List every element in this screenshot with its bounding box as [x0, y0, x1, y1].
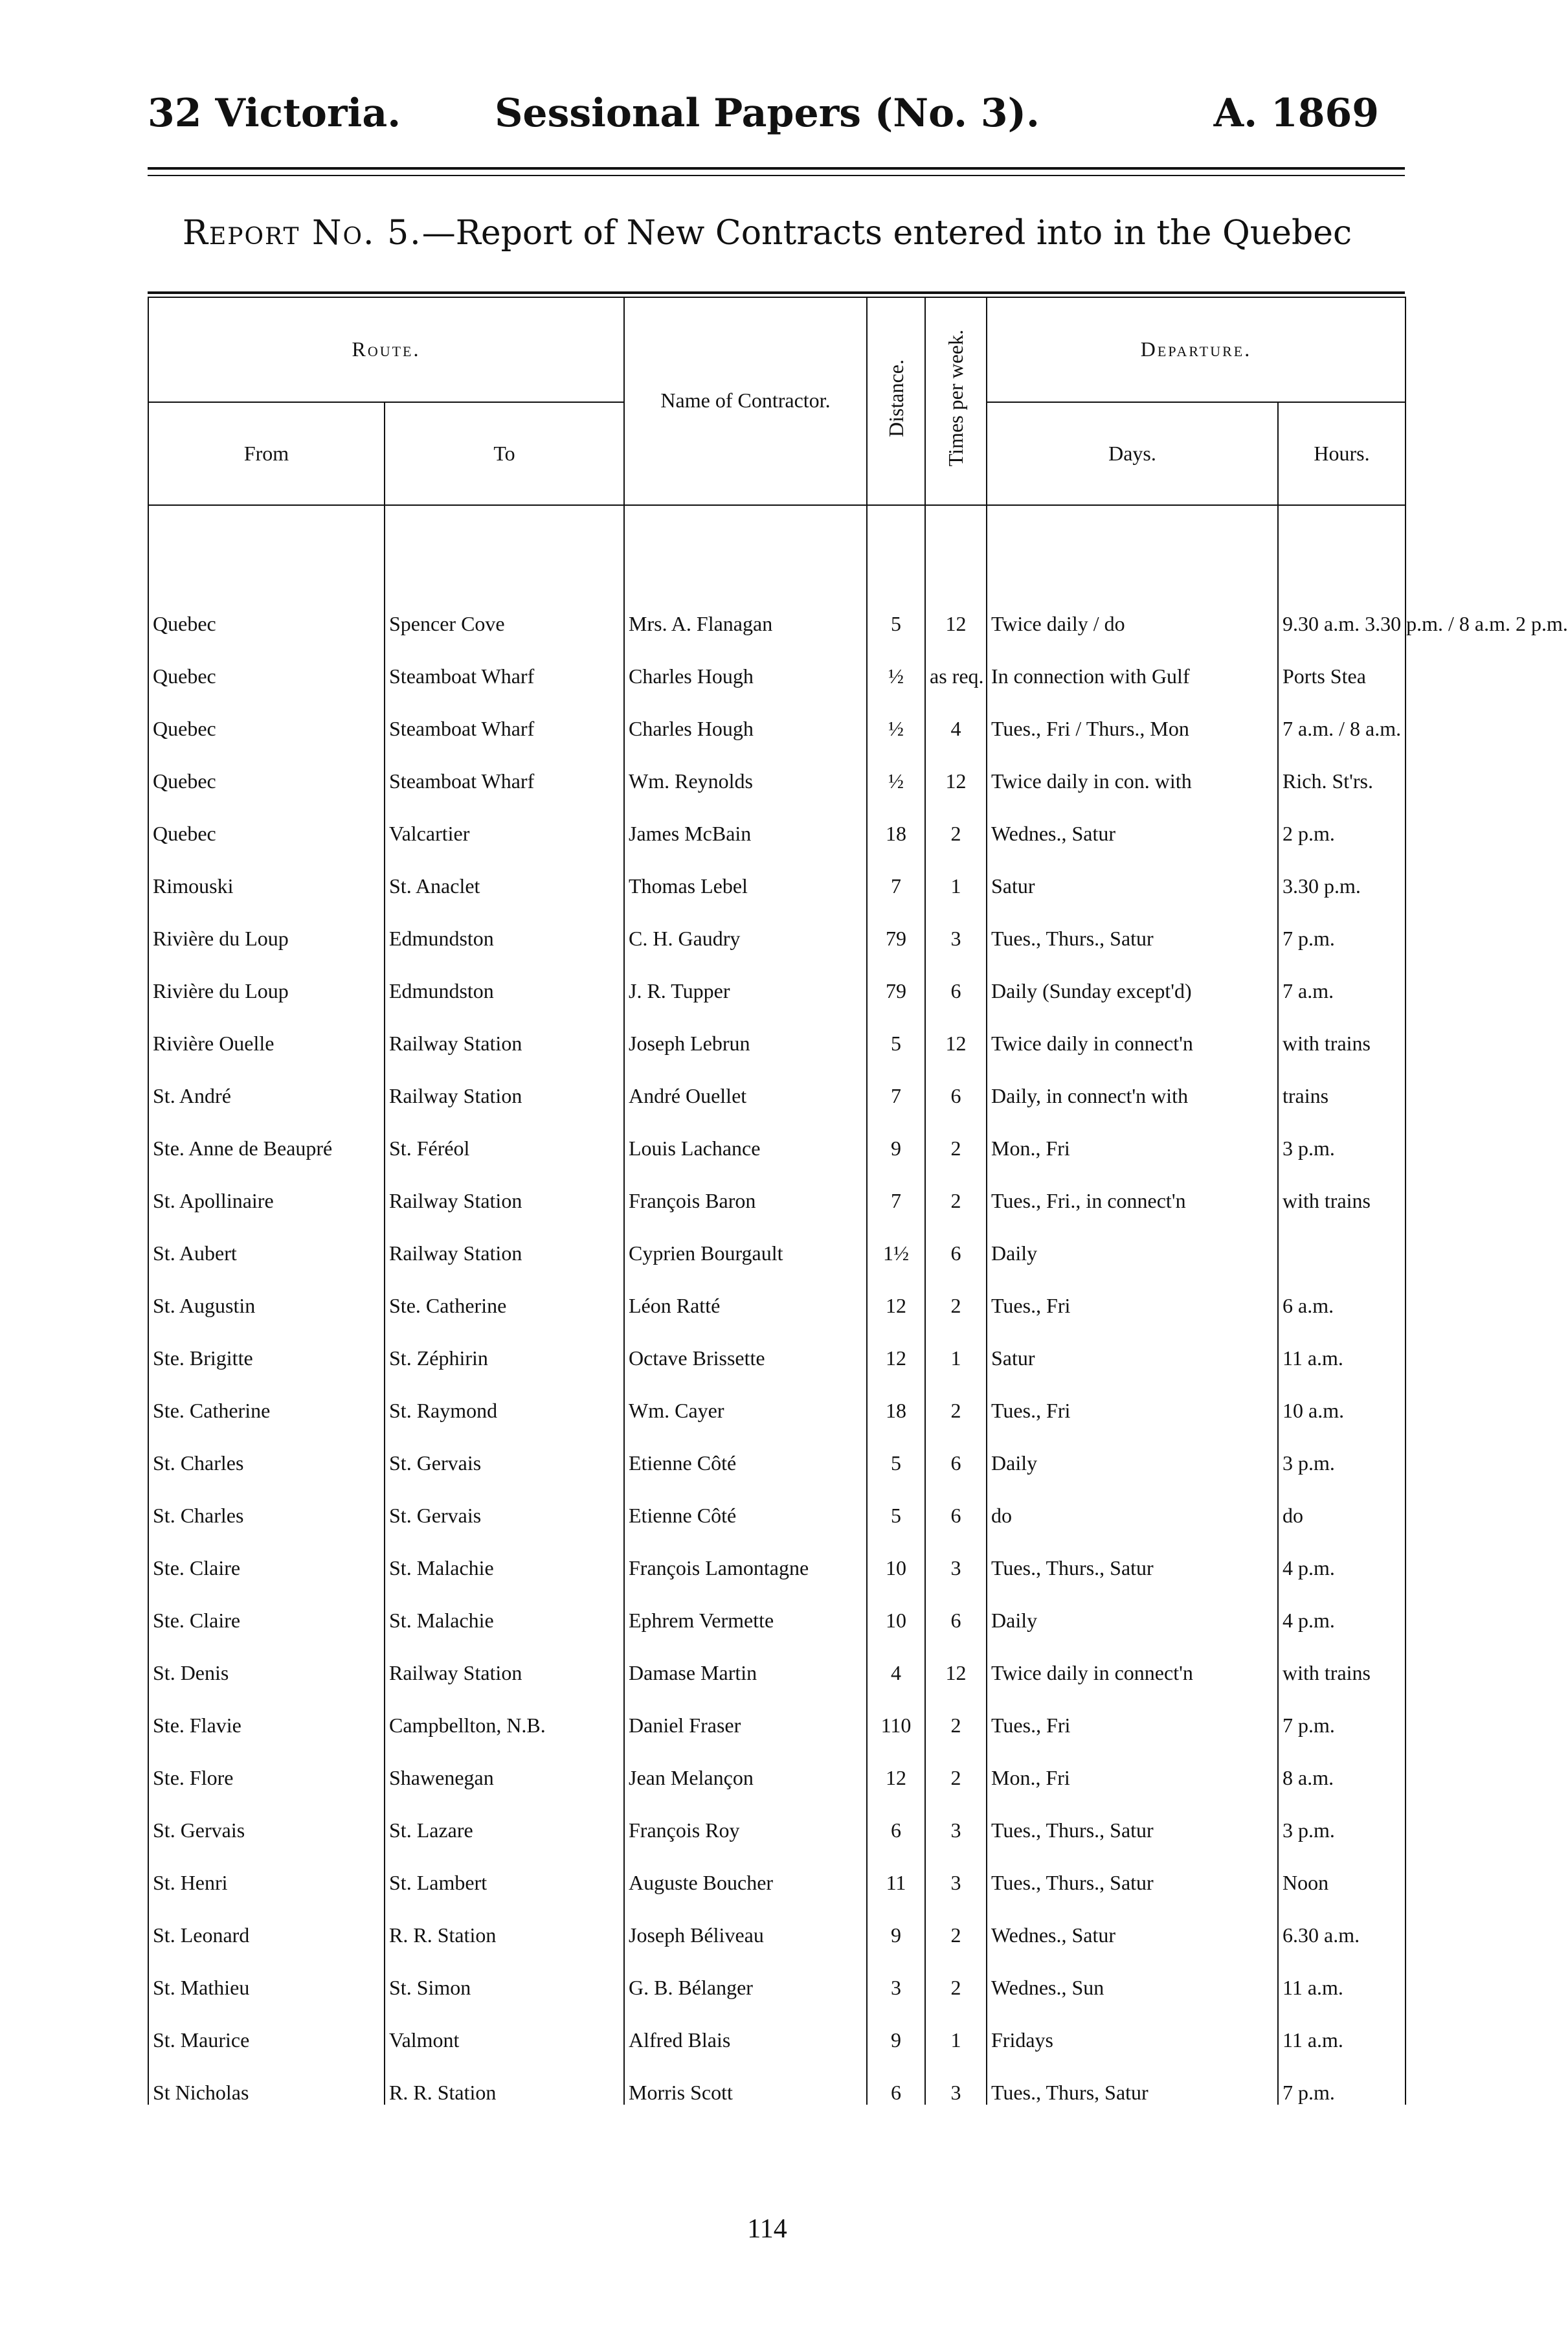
cell-hours: 6.30 a.m.	[1278, 1895, 1406, 1947]
cell-times: 2	[925, 793, 987, 846]
table-row	[148, 741, 1406, 793]
cell-times: 3	[925, 1842, 987, 1895]
cell-hours: 3.30 p.m.	[1278, 846, 1406, 898]
cell-times: 2	[925, 1737, 987, 1790]
cell-to: St. Anaclet	[385, 846, 624, 898]
col-days: Days.	[987, 402, 1278, 505]
cell-hours: 6 a.m.	[1278, 1265, 1406, 1318]
table-row	[148, 583, 1406, 636]
table-row	[148, 1475, 1406, 1528]
cell-times: 6	[925, 1580, 987, 1633]
cell-days: Satur	[987, 1318, 1278, 1370]
report-title	[0, 214, 1534, 253]
table-row	[148, 898, 1406, 951]
cell-days: Mon., Fri	[987, 1737, 1278, 1790]
cell-hours: 11 a.m.	[1278, 1947, 1406, 2000]
col-to: To	[385, 402, 624, 505]
cell-from: Quebec	[148, 741, 385, 793]
cell-to: St. Zéphirin	[385, 1318, 624, 1370]
cell-times: 6	[925, 1423, 987, 1475]
cell-distance: 5	[867, 1003, 925, 1056]
cell-times: 2	[925, 1160, 987, 1213]
cell-days: Tues., Thurs., Satur	[987, 1790, 1278, 1842]
cell-times: 12	[925, 1003, 987, 1056]
cell-from: Rivière Ouelle	[148, 1003, 385, 1056]
page-number: 114	[747, 2214, 787, 2244]
table-row	[148, 1528, 1406, 1580]
cell-hours	[1278, 1213, 1406, 1265]
cell-hours: with trains	[1278, 1160, 1406, 1213]
table-rule-top	[148, 291, 1405, 294]
cell-hours: do	[1278, 1475, 1406, 1528]
cell-hours: 7 p.m.	[1278, 1685, 1406, 1737]
cell-distance: 6	[867, 2052, 925, 2105]
cell-from: St Nicholas	[148, 2052, 385, 2105]
cell-from: Ste. Anne de Beaupré	[148, 1108, 385, 1160]
table-row	[148, 1633, 1406, 1685]
cell-from: St. Denis	[148, 1633, 385, 1685]
cell-distance: 9	[867, 1108, 925, 1160]
cell-days: Satur	[987, 846, 1278, 898]
table-row	[148, 846, 1406, 898]
cell-to: St. Gervais	[385, 1423, 624, 1475]
cell-from: St. Charles	[148, 1423, 385, 1475]
cell-days: Twice daily in con. with	[987, 741, 1278, 793]
table-row	[148, 1213, 1406, 1265]
cell-from: St. Augustin	[148, 1265, 385, 1318]
cell-days: Wednes., Satur	[987, 793, 1278, 846]
cell-distance: 7	[867, 846, 925, 898]
report-number: Report No. 5.	[182, 214, 422, 253]
col-times-per-week: Times per week.	[925, 297, 987, 505]
cell-to: Steamboat Wharf	[385, 688, 624, 741]
col-distance: Distance.	[867, 297, 925, 505]
cell-from: Rivière du Loup	[148, 951, 385, 1003]
cell-distance: 12	[867, 1318, 925, 1370]
cell-to: St. Simon	[385, 1947, 624, 2000]
cell-contractor: James McBain	[624, 793, 867, 846]
cell-from: St. André	[148, 1056, 385, 1108]
cell-distance: 7	[867, 1160, 925, 1213]
cell-distance: 9	[867, 1895, 925, 1947]
cell-distance: 9	[867, 2000, 925, 2052]
cell-from: St. Mathieu	[148, 1947, 385, 2000]
cell-days: Mon., Fri	[987, 1108, 1278, 1160]
cell-hours: 3 p.m.	[1278, 1423, 1406, 1475]
cell-days: Tues., Fri	[987, 1370, 1278, 1423]
cell-times: 3	[925, 1528, 987, 1580]
cell-times: 6	[925, 1213, 987, 1265]
cell-hours: 2 p.m.	[1278, 793, 1406, 846]
cell-times: 12	[925, 1633, 987, 1685]
cell-times: 3	[925, 1790, 987, 1842]
cell-contractor: François Lamontagne	[624, 1528, 867, 1580]
col-departure: Departure.	[987, 297, 1406, 402]
cell-contractor: Auguste Boucher	[624, 1842, 867, 1895]
cell-from: Ste. Brigitte	[148, 1318, 385, 1370]
cell-distance: 79	[867, 951, 925, 1003]
table-row	[148, 636, 1406, 688]
cell-distance: 5	[867, 1475, 925, 1528]
cell-hours: 7 a.m. / 8 a.m.	[1278, 688, 1406, 741]
cell-contractor: François Baron	[624, 1160, 867, 1213]
table-row	[148, 793, 1406, 846]
cell-from: Ste. Claire	[148, 1580, 385, 1633]
cell-distance: 12	[867, 1265, 925, 1318]
cell-distance: 5	[867, 1423, 925, 1475]
cell-times: 12	[925, 741, 987, 793]
table-row	[148, 1947, 1406, 2000]
cell-hours: 10 a.m.	[1278, 1370, 1406, 1423]
col-contractor: Name of Contractor.	[624, 297, 867, 505]
cell-hours: Rich. St'rs.	[1278, 741, 1406, 793]
table-row	[148, 1790, 1406, 1842]
cell-from: Ste. Flore	[148, 1737, 385, 1790]
cell-days: Tues., Thurs., Satur	[987, 898, 1278, 951]
cell-to: Edmundston	[385, 951, 624, 1003]
cell-to: Campbellton, N.B.	[385, 1685, 624, 1737]
cell-distance: 3	[867, 1947, 925, 2000]
col-hours: Hours.	[1278, 402, 1406, 505]
cell-days: Fridays	[987, 2000, 1278, 2052]
cell-distance: 11	[867, 1842, 925, 1895]
cell-distance: 18	[867, 1370, 925, 1423]
cell-days: Tues., Fri., in connect'n	[987, 1160, 1278, 1213]
cell-times: 12	[925, 583, 987, 636]
cell-from: St. Leonard	[148, 1895, 385, 1947]
cell-contractor: Alfred Blais	[624, 2000, 867, 2052]
cell-contractor: Wm. Reynolds	[624, 741, 867, 793]
cell-days: Tues., Thurs, Satur	[987, 2052, 1278, 2105]
cell-from: Ste. Flavie	[148, 1685, 385, 1737]
cell-contractor: Morris Scott	[624, 2052, 867, 2105]
table-row	[148, 2052, 1406, 2105]
cell-days: Tues., Thurs., Satur	[987, 1528, 1278, 1580]
cell-distance: 10	[867, 1580, 925, 1633]
cell-times: as req.	[925, 636, 987, 688]
cell-to: St. Malachie	[385, 1528, 624, 1580]
cell-contractor: Mrs. A. Flanagan	[624, 583, 867, 636]
cell-days: Wednes., Satur	[987, 1895, 1278, 1947]
cell-distance: 110	[867, 1685, 925, 1737]
cell-times: 3	[925, 2052, 987, 2105]
cell-to: Steamboat Wharf	[385, 741, 624, 793]
cell-times: 4	[925, 688, 987, 741]
cell-distance: 10	[867, 1528, 925, 1580]
table-row	[148, 1895, 1406, 1947]
table-row	[148, 1580, 1406, 1633]
header-rule-top	[148, 167, 1405, 170]
header-papers: Sessional Papers (No. 3).	[495, 91, 1040, 136]
cell-contractor: C. H. Gaudry	[624, 898, 867, 951]
cell-days: Tues., Fri	[987, 1685, 1278, 1737]
cell-contractor: Joseph Béliveau	[624, 1895, 867, 1947]
cell-hours: 3 p.m.	[1278, 1790, 1406, 1842]
cell-times: 6	[925, 951, 987, 1003]
cell-days: Twice daily in connect'n	[987, 1633, 1278, 1685]
table-row	[148, 1685, 1406, 1737]
cell-distance: ½	[867, 688, 925, 741]
cell-to: Shawenegan	[385, 1737, 624, 1790]
cell-to: Railway Station	[385, 1056, 624, 1108]
cell-contractor: Etienne Côté	[624, 1423, 867, 1475]
cell-hours: 11 a.m.	[1278, 2000, 1406, 2052]
table-row	[148, 1056, 1406, 1108]
cell-contractor: Ephrem Vermette	[624, 1580, 867, 1633]
cell-to: Steamboat Wharf	[385, 636, 624, 688]
cell-distance: 7	[867, 1056, 925, 1108]
table-row	[148, 1318, 1406, 1370]
cell-times: 6	[925, 1056, 987, 1108]
cell-from: Rimouski	[148, 846, 385, 898]
table-row	[148, 1370, 1406, 1423]
table-row	[148, 1737, 1406, 1790]
cell-days: Wednes., Sun	[987, 1947, 1278, 2000]
cell-to: Railway Station	[385, 1633, 624, 1685]
cell-contractor: Cyprien Bourgault	[624, 1213, 867, 1265]
cell-contractor: Wm. Cayer	[624, 1370, 867, 1423]
cell-times: 2	[925, 1265, 987, 1318]
cell-hours: Ports Stea	[1278, 636, 1406, 688]
cell-days: Twice daily in connect'n	[987, 1003, 1278, 1056]
cell-from: Quebec	[148, 793, 385, 846]
table-row	[148, 1160, 1406, 1213]
cell-hours: 4 p.m.	[1278, 1580, 1406, 1633]
cell-to: Valcartier	[385, 793, 624, 846]
cell-to: Railway Station	[385, 1160, 624, 1213]
cell-from: Ste. Claire	[148, 1528, 385, 1580]
cell-hours: 4 p.m.	[1278, 1528, 1406, 1580]
cell-contractor: Charles Hough	[624, 688, 867, 741]
cell-to: Valmont	[385, 2000, 624, 2052]
cell-times: 6	[925, 1475, 987, 1528]
col-route: Route.	[148, 297, 624, 402]
cell-days: Daily	[987, 1580, 1278, 1633]
cell-distance: 5	[867, 583, 925, 636]
cell-distance: 79	[867, 898, 925, 951]
cell-hours: 7 p.m.	[1278, 898, 1406, 951]
header-rule-bottom	[148, 175, 1405, 176]
cell-from: St. Maurice	[148, 2000, 385, 2052]
col-from: From	[148, 402, 385, 505]
cell-contractor: Octave Brissette	[624, 1318, 867, 1370]
cell-from: St. Aubert	[148, 1213, 385, 1265]
cell-from: St. Gervais	[148, 1790, 385, 1842]
cell-contractor: Thomas Lebel	[624, 846, 867, 898]
cell-times: 2	[925, 1370, 987, 1423]
cell-to: St. Lambert	[385, 1842, 624, 1895]
cell-to: St. Gervais	[385, 1475, 624, 1528]
table-row	[148, 2000, 1406, 2052]
cell-distance: ½	[867, 741, 925, 793]
cell-contractor: Damase Martin	[624, 1633, 867, 1685]
table-row	[148, 1265, 1406, 1318]
cell-from: St. Charles	[148, 1475, 385, 1528]
table-row	[148, 1108, 1406, 1160]
cell-distance: 1½	[867, 1213, 925, 1265]
cell-hours: Noon	[1278, 1842, 1406, 1895]
cell-distance: 4	[867, 1633, 925, 1685]
cell-to: Ste. Catherine	[385, 1265, 624, 1318]
cell-hours: 11 a.m.	[1278, 1318, 1406, 1370]
cell-hours: 7 a.m.	[1278, 951, 1406, 1003]
cell-contractor: François Roy	[624, 1790, 867, 1842]
cell-contractor: Léon Ratté	[624, 1265, 867, 1318]
cell-days: Tues., Fri	[987, 1265, 1278, 1318]
cell-contractor: Joseph Lebrun	[624, 1003, 867, 1056]
cell-from: St. Henri	[148, 1842, 385, 1895]
cell-days: Twice daily / do	[987, 583, 1278, 636]
cell-times: 2	[925, 1947, 987, 2000]
cell-hours: with trains	[1278, 1633, 1406, 1685]
cell-to: St. Lazare	[385, 1790, 624, 1842]
cell-to: St. Féréol	[385, 1108, 624, 1160]
cell-from: Quebec	[148, 636, 385, 688]
cell-from: Quebec	[148, 688, 385, 741]
table-row	[148, 951, 1406, 1003]
cell-distance: 6	[867, 1790, 925, 1842]
cell-from: Quebec	[148, 583, 385, 636]
table-row	[148, 1842, 1406, 1895]
cell-times: 1	[925, 2000, 987, 2052]
cell-hours: 7 p.m.	[1278, 2052, 1406, 2105]
cell-hours: 9.30 a.m. 3.30 p.m. / 8 a.m. 2 p.m.	[1278, 583, 1406, 636]
contracts-table	[148, 297, 1568, 2105]
cell-days: do	[987, 1475, 1278, 1528]
cell-from: Ste. Catherine	[148, 1370, 385, 1423]
cell-from: St. Apollinaire	[148, 1160, 385, 1213]
cell-hours: 8 a.m.	[1278, 1737, 1406, 1790]
table-row	[148, 1423, 1406, 1475]
cell-hours: 3 p.m.	[1278, 1108, 1406, 1160]
table-body	[148, 505, 1568, 2105]
cell-to: St. Malachie	[385, 1580, 624, 1633]
cell-hours: with trains	[1278, 1003, 1406, 1056]
cell-days: Daily, in connect'n with	[987, 1056, 1278, 1108]
cell-contractor: G. B. Bélanger	[624, 1947, 867, 2000]
cell-contractor: J. R. Tupper	[624, 951, 867, 1003]
cell-times: 1	[925, 1318, 987, 1370]
cell-to: R. R. Station	[385, 2052, 624, 2105]
cell-hours: trains	[1278, 1056, 1406, 1108]
cell-to: St. Raymond	[385, 1370, 624, 1423]
cell-distance: ½	[867, 636, 925, 688]
cell-to: Railway Station	[385, 1003, 624, 1056]
cell-contractor: Jean Melançon	[624, 1737, 867, 1790]
cell-to: Spencer Cove	[385, 583, 624, 636]
header-year: A. 1869	[1213, 91, 1379, 136]
cell-days: Daily	[987, 1423, 1278, 1475]
cell-to: Edmundston	[385, 898, 624, 951]
cell-distance: 12	[867, 1737, 925, 1790]
cell-days: In connection with Gulf	[987, 636, 1278, 688]
cell-days: Tues., Thurs., Satur	[987, 1842, 1278, 1895]
table-spacer-row	[148, 505, 1406, 583]
cell-days: Daily	[987, 1213, 1278, 1265]
report-subtitle: —Report of New Contracts entered into in the Quebec	[421, 214, 1352, 253]
cell-to: R. R. Station	[385, 1895, 624, 1947]
table-row	[148, 1003, 1406, 1056]
cell-contractor: Charles Hough	[624, 636, 867, 688]
cell-days: Daily (Sunday except'd)	[987, 951, 1278, 1003]
cell-to: Railway Station	[385, 1213, 624, 1265]
cell-times: 2	[925, 1895, 987, 1947]
cell-contractor: Daniel Fraser	[624, 1685, 867, 1737]
cell-distance: 18	[867, 793, 925, 846]
cell-times: 2	[925, 1108, 987, 1160]
table-row	[148, 688, 1406, 741]
cell-times: 2	[925, 1685, 987, 1737]
cell-contractor: Etienne Côté	[624, 1475, 867, 1528]
cell-days: Tues., Fri / Thurs., Mon	[987, 688, 1278, 741]
cell-times: 3	[925, 898, 987, 951]
cell-times: 1	[925, 846, 987, 898]
cell-from: Rivière du Loup	[148, 898, 385, 951]
cell-contractor: André Ouellet	[624, 1056, 867, 1108]
cell-contractor: Louis Lachance	[624, 1108, 867, 1160]
header-session: 32 Victoria.	[148, 91, 401, 136]
